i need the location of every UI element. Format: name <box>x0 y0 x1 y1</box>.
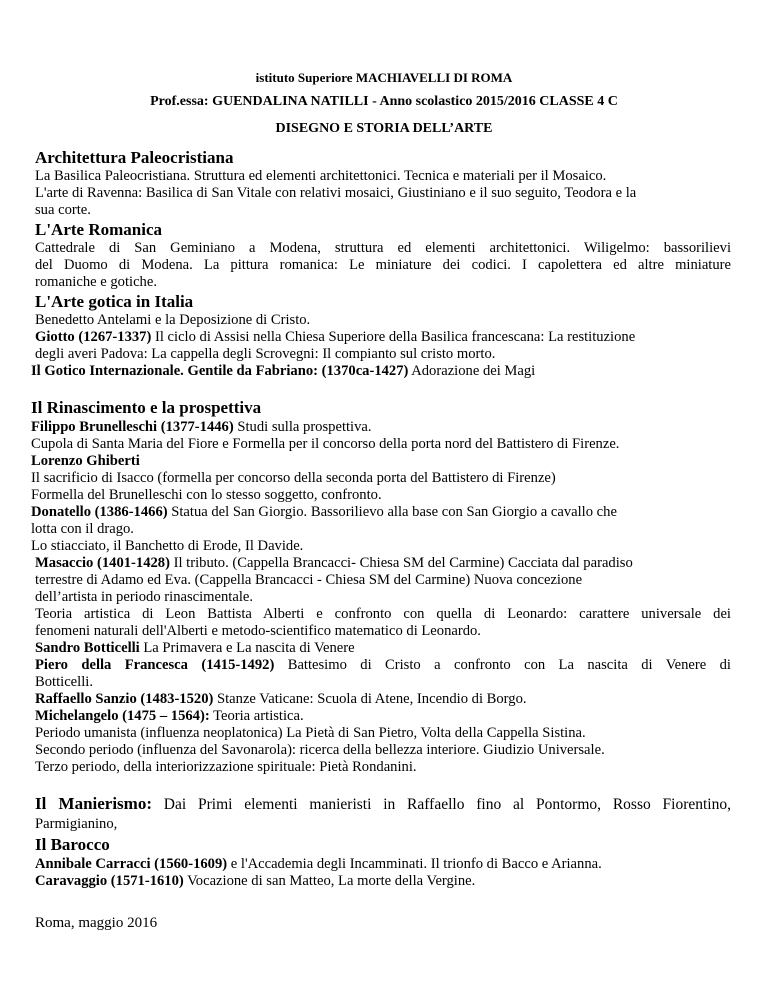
gotico-internazionale-text: Adorazione dei Magi <box>408 363 536 379</box>
raffaello-name: Raffaello Sanzio (1483-1520) <box>35 691 214 707</box>
donatello-line-3: Lo stiacciato, il Banchetto di Erode, Il Davide. <box>31 538 304 554</box>
school-name: istituto Superiore MACHIAVELLI DI ROMA <box>255 70 513 85</box>
donatello-line-2: lotta con il drago. <box>31 521 134 537</box>
cupola-line: Cupola di Santa Maria del Fiore e Formella per il concorso della porta nord del Battistero di Firenze. <box>31 436 620 452</box>
heading-rinascimento: Il Rinascimento e la prospettiva <box>31 398 262 417</box>
botticelli-line <box>35 640 355 657</box>
paleo-line-3: sua corte. <box>35 202 91 218</box>
heading-manierismo: Il Manierismo: <box>35 794 152 813</box>
donatello-name: Donatello (1386-1466) <box>31 504 168 520</box>
caravaggio-text: Vocazione di san Matteo, La morte della Vergine. <box>183 873 476 889</box>
carracci-line <box>35 856 602 873</box>
michelangelo-period-3: Terzo periodo, della interiorizzazione spirituale: Pietà Rondanini. <box>35 759 417 775</box>
manierismo-text: Dai Primi elementi manieristi in Raffaello fino al Pontormo, Rosso Fiorentino, <box>152 796 731 813</box>
paleo-line-2: L'arte di Ravenna: Basilica di San Vitale con relativi mosaici, Giustiniano e il suo seguito, Teodora e la <box>35 185 637 201</box>
masaccio-text: Il tributo. (Cappella Brancacci- Chiesa SM del Carmine) Cacciata dal paradiso <box>169 555 633 571</box>
raffaello-text: Stanze Vaticane: Scuola di Atene, Incendio di Borgo. <box>213 691 527 707</box>
piero-line <box>35 657 731 674</box>
piero-text: Battesimo di Cristo a confronto con La nascita di Venere di <box>274 657 731 673</box>
alberti-line-1: Teoria artistica di Leon Battista Alberti e confronto con quella di Leonardo: carattere universale dei <box>35 606 731 622</box>
paleo-line-1: La Basilica Paleocristiana. Struttura ed elementi architettonici. Tecnica e materiali per il Mosaico. <box>35 168 607 184</box>
masaccio-line <box>35 555 633 572</box>
carracci-text: e l'Accademia degli Incamminati. Il trionfo di Bacco e Arianna. <box>227 856 602 872</box>
botticelli-text: La Primavera e La nascita di Venere <box>139 640 355 656</box>
gotico-internazionale-line <box>31 363 535 380</box>
heading-romanica: L'Arte Romanica <box>35 220 163 239</box>
brunelleschi-line <box>31 419 372 436</box>
botticelli-name: Sandro Botticelli <box>35 640 140 656</box>
carracci-name: Annibale Carracci (1560-1609) <box>35 856 228 872</box>
ghiberti-line-1: Il sacrificio di Isacco (formella per concorso della seconda porta del Battistero di Firenze) <box>31 470 556 486</box>
romanica-line-1: Cattedrale di San Geminiano a Modena, struttura ed elementi architettonici. Wiligelmo: bassorilievi <box>35 240 731 256</box>
caravaggio-name: Caravaggio (1571-1610) <box>35 873 184 889</box>
piero-name: Piero della Francesca (1415-1492) <box>35 657 275 673</box>
caravaggio-line <box>35 873 475 890</box>
brunelleschi-name: Filippo Brunelleschi (1377-1446) <box>31 419 234 435</box>
manierismo-line-2: Parmigianino, <box>35 816 118 832</box>
ghiberti-line-2: Formella del Brunelleschi con lo stesso soggetto, confronto. <box>31 487 382 503</box>
giotto-line <box>35 329 635 346</box>
ghiberti-name-text: Lorenzo Ghiberti <box>31 453 140 469</box>
michelangelo-text: Teoria artistica. <box>209 708 304 724</box>
gotico-internazionale-name: Il Gotico Internazionale. Gentile da Fabriano: (1370ca-1427) <box>31 363 409 379</box>
michelangelo-period-1: Periodo umanista (influenza neoplatonica) La Pietà di San Pietro, Volta della Cappella Sistina. <box>35 725 586 741</box>
michelangelo-name: Michelangelo (1475 – 1564): <box>35 708 210 724</box>
giotto-text: Il ciclo di Assisi nella Chiesa Superiore della Basilica francescana: La restituzione <box>151 329 636 345</box>
alberti-line-2: fenomeni naturali dell'Alberti e metodo-scientifico matematico di Leonardo. <box>35 623 481 639</box>
masaccio-name: Masaccio (1401-1428) <box>35 555 170 571</box>
donatello-text: Statua del San Giorgio. Bassorilievo alla base con San Giorgio a cavallo che <box>167 504 617 520</box>
subject-title: DISEGNO E STORIA DELL’ARTE <box>275 121 493 136</box>
teacher-line: Prof.essa: GUENDALINA NATILLI - Anno scolastico 2015/2016 CLASSE 4 C <box>150 94 618 109</box>
gotica-line-3: degli averi Padova: La cappella degli Scrovegni: Il compianto sul cristo morto. <box>35 346 496 362</box>
michelangelo-period-2: Secondo periodo (influenza del Savonarola): ricerca della bellezza interiore. Giudizio Universale. <box>35 742 605 758</box>
romanica-line-3: romaniche e gotiche. <box>35 274 157 290</box>
michelangelo-line <box>35 708 304 725</box>
heading-paleocristiana: Architettura Paleocristiana <box>35 148 234 167</box>
brunelleschi-text: Studi sulla prospettiva. <box>233 419 372 435</box>
masaccio-line-2: terrestre di Adamo ed Eva. (Cappella Brancacci - Chiesa SM del Carmine) Nuova concezione <box>35 572 583 588</box>
donatello-line <box>31 504 617 521</box>
manierismo-line <box>35 795 731 813</box>
romanica-line-2: del Duomo di Modena. La pittura romanica: Le miniature dei codici. I capolettera ed altre miniature <box>35 257 731 273</box>
gotica-line-1: Benedetto Antelami e la Deposizione di Cristo. <box>35 312 311 328</box>
ghiberti-name <box>31 453 140 470</box>
masaccio-line-3: dell’artista in periodo rinascimentale. <box>35 589 254 605</box>
giotto-name: Giotto (1267-1337) <box>35 329 152 345</box>
place-date: Roma, maggio 2016 <box>35 915 158 931</box>
heading-gotica: L'Arte gotica in Italia <box>35 292 194 311</box>
raffaello-line <box>35 691 527 708</box>
piero-line-2: Botticelli. <box>35 674 93 690</box>
heading-barocco: Il Barocco <box>35 835 110 854</box>
